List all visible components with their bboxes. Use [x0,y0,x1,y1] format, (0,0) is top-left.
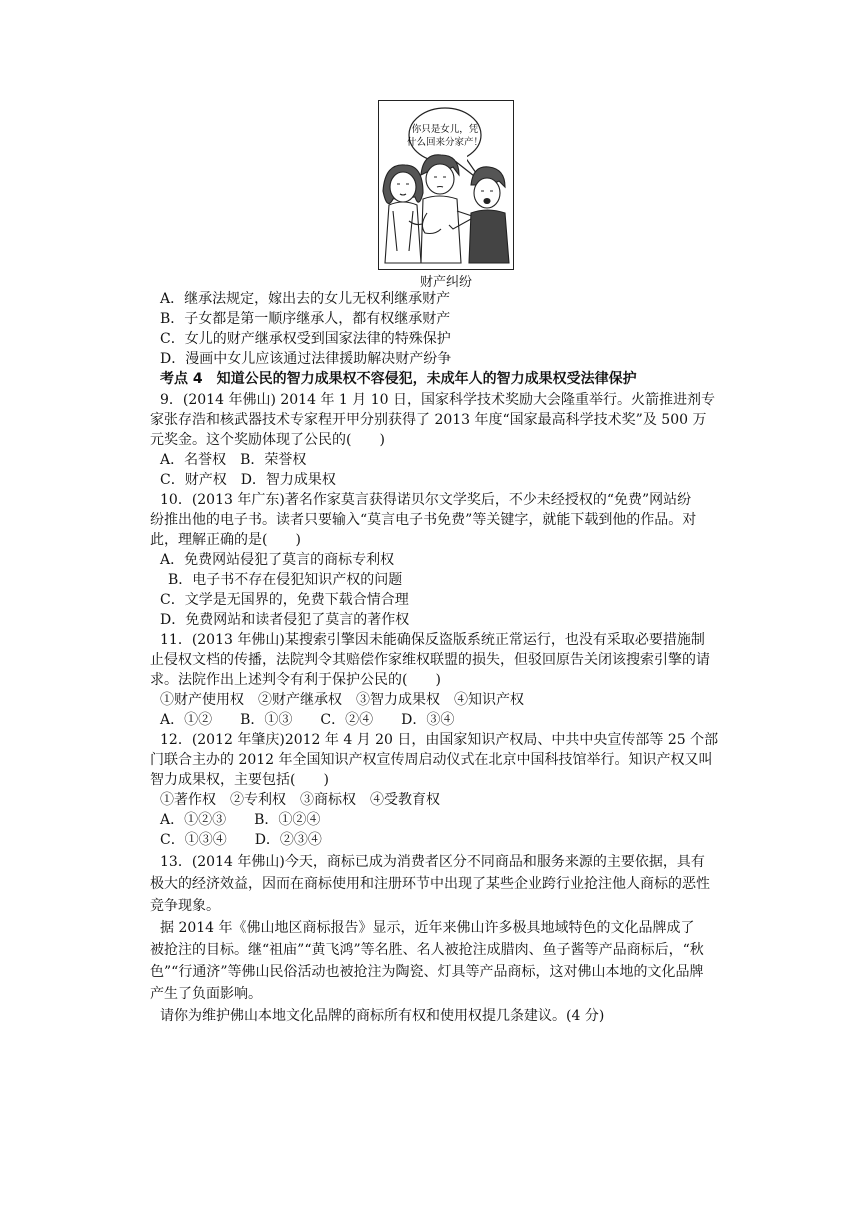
q12-options-2: C．①③④ D．②③④ [160,832,322,848]
speech-line-1: 你只是女儿，凭 [411,124,479,135]
q11-line-2: 止侵权文档的传播，法院判令其赔偿作家维权联盟的损失，但驳回原告关闭该搜索引擎的请 [150,652,710,668]
cartoon-drawing [379,101,512,268]
q13-line-1: 13．(2014 年佛山)今天，商标已成为消费者区分不同商品和服务来源的主要依据，具有 [160,854,705,870]
q11-options: A．①② B．①③ C．②④ D．③④ [160,712,455,728]
q8-option-a: A．继承法规定，嫁出去的女儿无权利继承财产 [160,291,451,307]
q13-paragraph-line-2: 被抢注的目标。继“祖庙”“黄飞鸿”等名胜、名人被抢注成腊肉、鱼子酱等产品商标后，“秋 [150,942,704,958]
q9-options-1: A．名誉权 B．荣誉权 [160,452,307,468]
q12-items: ①著作权 ②专利权 ③商标权 ④受教育权 [160,792,440,808]
q13-line-2: 极大的经济效益，因而在商标使用和注册环节中出现了某些企业跨行业抢注他人商标的恶性 [150,876,710,892]
topic-4-heading: 考点 4 知道公民的智力成果权不容侵犯，未成年人的智力成果权受法律保护 [160,371,637,387]
q13-paragraph-line-4: 产生了负面影响。 [150,986,262,1002]
q9-line-2: 家张存浩和核武器技术专家程开甲分别获得了 2013 年度“国家最高科学技术奖”及 500 万 [150,412,707,428]
q9-line-3: 元奖金。这个奖励体现了公民的( ) [150,432,385,448]
q10-option-c: C．文学是无国界的，免费下载合情合理 [160,592,409,608]
q13-paragraph-line-1: 据 2014 年《佛山地区商标报告》显示，近年来佛山许多极具地域特色的文化品牌成了 [160,920,695,936]
q12-line-3: 智力成果权，主要包括( ) [150,772,329,788]
cartoon-figure [378,100,514,270]
q12-line-1: 12．(2012 年肇庆)2012 年 4 月 20 日，由国家知识产权局、中共中央宣传部等 25 个部 [160,732,719,748]
speech-line-2: 什么回来分家产！ [406,137,484,148]
q9-options-2: C．财产权 D．智力成果权 [160,472,336,488]
q11-line-3: 求。法院作出上述判令有利于保护公民的( ) [150,672,441,688]
q11-items: ①财产使用权 ②财产继承权 ③智力成果权 ④知识产权 [160,692,524,708]
q10-option-d: D．免费网站和读者侵犯了莫言的著作权 [160,612,410,628]
woman-figure [383,165,425,263]
q10-option-a: A．免费网站侵犯了莫言的商标专利权 [160,552,395,568]
q13-line-3: 竞争现象。 [150,898,220,914]
q9-line-1: 9．(2014 年佛山) 2014 年 1 月 10 日，国家科学技术奖励大会隆重举行。火箭推进剂专 [160,392,715,408]
q8-option-c: C．女儿的财产继承权受到国家法律的特殊保护 [160,331,451,347]
q8-option-d: D．漫画中女儿应该通过法律援助解决财产纷争 [160,351,452,367]
q10-line-3: 此，理解正确的是( ) [150,532,301,548]
figure-caption: 财产纠纷 [419,275,472,290]
q11-line-1: 11．(2013 年佛山)某搜索引擎因未能确保反盗版系统正常运行，也没有采取必要措施制 [160,632,705,648]
q10-option-b: B．电子书不存在侵犯知识产权的问题 [168,572,403,588]
q13-paragraph-line-3: 色”“行通济”等佛山民俗活动也被抢注为陶瓷、灯具等产品商标，这对佛山本地的文化品牌 [150,964,704,980]
q12-options-1: A．①②③ B．①②④ [160,812,321,828]
q10-line-1: 10．(2013 年广东)著名作家莫言获得诺贝尔文学奖后，不少未经授权的“免费”网站纷 [160,492,692,508]
q12-line-2: 门联合主办的 2012 年全国知识产权宣传周启动仪式在北京中国科技馆举行。知识产权又叫 [150,752,713,768]
q10-line-2: 纷推出他的电子书。读者只要输入“莫言电子书免费”等关键字，就能下载到他的作品。对 [150,512,697,528]
q8-option-b: B．子女都是第一顺序继承人，都有权继承财产 [160,311,451,327]
q13-question: 请你为维护佛山本地文化品牌的商标所有权和使用权提几条建议。(4 分) [160,1008,605,1024]
